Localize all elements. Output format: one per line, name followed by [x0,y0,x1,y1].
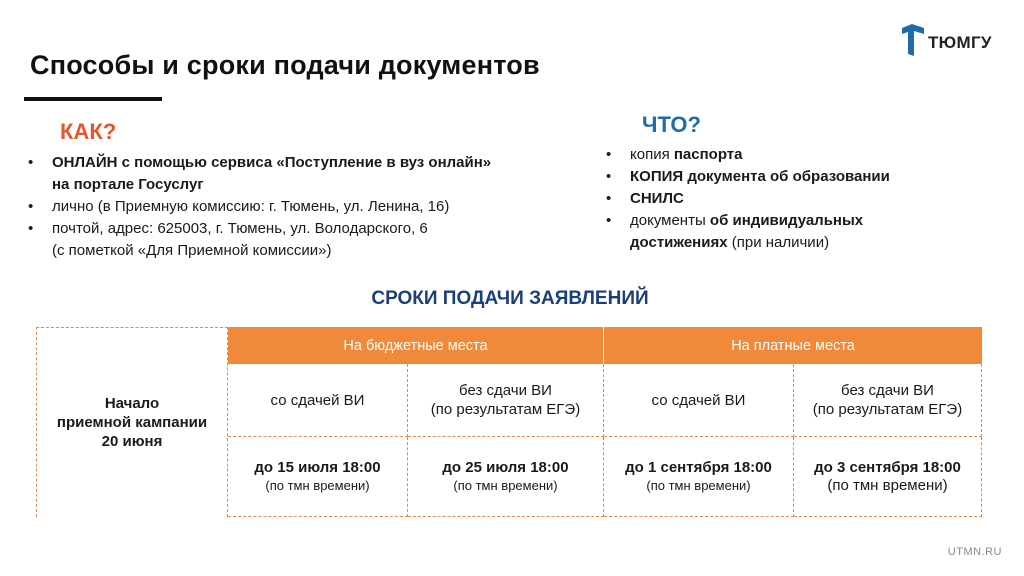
column-label: со сдачей ВИ [270,391,365,409]
deadline-cell [794,437,982,517]
column-label-note: (по результатам ЕГЭ) [430,401,581,418]
list-item [26,152,586,196]
what-item-4-plain: документы [630,212,710,229]
column-header-paid-ege [794,364,982,437]
column-header-budget-ege [408,364,604,437]
logo-text: ТЮМГУ [928,33,992,52]
deadline-timezone: (по тмн времени) [265,477,370,493]
what-item-1-bold: паспорта [673,146,743,163]
how-heading: КАК? [60,119,117,144]
list-item [26,218,586,262]
column-label: без сдачи ВИ [841,382,934,399]
campaign-start-line1: Начало [104,395,160,412]
list-item [604,188,924,210]
deadline-timezone: (по тмн времени) [827,476,948,494]
deadline-date: до 1 сентября 18:00 [625,458,772,476]
bullet-icon: • [606,190,612,207]
how-list [26,152,586,262]
how-item-2-line1: лично (в Приемную комиссию: г. Тюмень, ул. Ленина, 16) [52,198,450,215]
deadlines-heading [0,288,1024,310]
deadline-cell [604,437,794,517]
how-item-3-line1: почтой, адрес: 625003, г. Тюмень, ул. Володарского, 6 [52,220,428,237]
how-item-1-line1: ОНЛАЙН с помощью сервиса «Поступление в вуз онлайн» [52,154,492,171]
paid-places-header: На платные места [604,327,982,364]
list-item [604,144,924,166]
bullet-icon: • [28,220,34,237]
deadline-date: до 25 июля 18:00 [442,458,569,476]
bullet-icon: • [28,154,34,171]
budget-places-header: На бюджетные места [228,327,604,364]
what-item-3-bold: СНИЛС [630,190,684,207]
utmn-logo [900,22,1000,62]
deadline-date: до 15 июля 18:00 [254,458,381,476]
what-item-2-bold: КОПИЯ документа об образовании [630,168,890,185]
column-label-note: (по результатам ЕГЭ) [812,401,963,418]
campaign-start-line3: 20 июня [101,433,163,450]
deadline-date: до 3 сентября 18:00 [814,458,961,476]
list-item [26,196,586,218]
bullet-icon: • [606,212,612,229]
deadline-cell [408,437,604,517]
how-item-1-line2: на портале Госуслуг [52,176,204,193]
bullet-icon: • [606,146,612,163]
title-underline [24,97,162,101]
campaign-start-cell [36,327,228,517]
column-header-paid-with-exams [604,364,794,437]
what-heading: ЧТО? [642,112,701,137]
what-item-4-line2-tail: (при наличии) [727,234,830,251]
what-list [604,144,924,254]
what-item-4-line2-bold: достижениях [630,234,728,251]
page-title: Способы и сроки подачи документов [30,50,540,80]
column-label: без сдачи ВИ [459,382,552,399]
column-label: со сдачей ВИ [651,391,746,409]
list-item [604,210,924,254]
deadline-cell [228,437,408,517]
bullet-icon: • [28,198,34,215]
footer-site: UTMN.RU [947,546,1002,558]
utmn-logo-icon [900,22,926,58]
deadline-timezone: (по тмн времени) [646,477,751,493]
what-item-4-bold: об индивидуальных [709,212,864,229]
what-item-1-plain: копия [630,146,674,163]
deadlines-table [36,327,982,517]
bullet-icon: • [606,168,612,185]
list-item [604,166,924,188]
column-header-budget-with-exams [228,364,408,437]
deadline-timezone: (по тмн времени) [453,477,558,493]
how-item-3-line2: (с пометкой «Для Приемной комиссии») [52,242,332,259]
campaign-start-line2: приемной кампании [56,414,208,431]
deadlines-heading-text: СРОКИ ПОДАЧИ ЗАЯВЛЕНИЙ [371,288,649,309]
